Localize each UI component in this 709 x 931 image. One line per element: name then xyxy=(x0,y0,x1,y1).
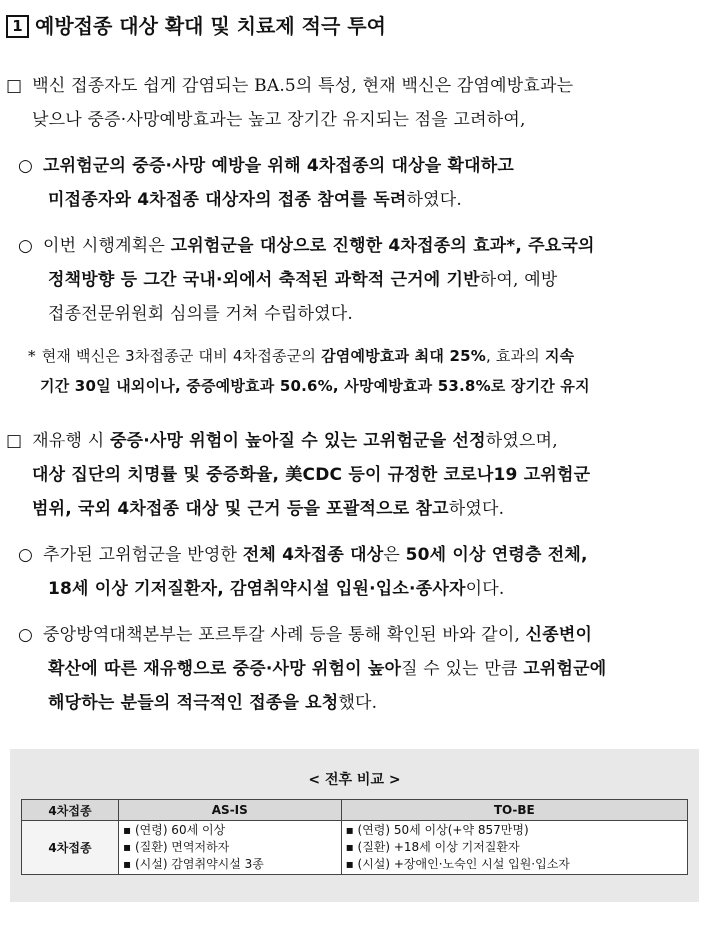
paragraph-2-line-3: 범위, 국외 4차접종 대상 및 근거 등을 포괄적으로 참고하였다. xyxy=(32,499,505,519)
paragraph-2b-line-3: 해당하는 분들의 적극적인 접종을 요청했다. xyxy=(48,693,378,713)
list-item: ▪ (연령) 50세 이상(+약 857만명) xyxy=(345,823,529,837)
list-item: ▪ (연령) 60세 이상 xyxy=(123,823,226,837)
to-be-cell xyxy=(341,821,687,875)
footnote-line-2: 기간 30일 내외이나, 중증예방효과 50.6%, 사망예방효과 53.8%로 장기간 유지 xyxy=(40,377,590,395)
paragraph-1b-line-2: 정책방향 등 그간 국내·외에서 축적된 과학적 근거에 기반하여, 예방 xyxy=(48,270,558,290)
list-item: ▪ (시설) 감염취약시설 3종 xyxy=(123,857,264,871)
paragraph-2b-line-1: ○ 중앙방역대책본부는 포르투갈 사례 등을 통해 확인된 바와 같이, 신종변이 xyxy=(18,625,593,645)
paragraph-1-line-2: 낮으나 중증·사망예방효과는 높고 장기간 유지되는 점을 고려하여, xyxy=(32,110,526,130)
as-is-cell xyxy=(119,821,342,875)
table-header-row xyxy=(22,800,688,821)
table-row xyxy=(22,821,688,875)
square-bullet-icon: □ xyxy=(6,76,23,96)
paragraph-1-line-1: □ 백신 접종자도 쉽게 감염되는 BA.5의 특성, 현재 백신은 감염예방효과는 xyxy=(6,76,574,96)
paragraph-2b-line-2: 확산에 따른 재유행으로 중증·사망 위험이 높아질 수 있는 만큼 고위험군에 xyxy=(48,659,607,679)
footnote-marker: * xyxy=(28,347,36,365)
table-header: AS-IS xyxy=(119,800,342,821)
paragraph-1a-line-1: ○ 고위험군의 중증·사망 예방을 위해 4차접종의 대상을 확대하고 xyxy=(18,156,514,176)
comparison-title: < 전후 비교 > xyxy=(308,772,401,788)
section-title-text: 예방접종 대상 확대 및 치료제 적극 투여 xyxy=(35,14,386,38)
comparison-box xyxy=(10,749,699,902)
paragraph-1b-line-3: 접종전문위원회 심의를 거쳐 수립하였다. xyxy=(48,304,353,324)
section-title xyxy=(6,10,386,39)
paragraph-2-line-1: □ 재유행 시 중증·사망 위험이 높아질 수 있는 고위험군을 선정하였으며, xyxy=(6,431,558,451)
list-item: ▪ (질환) 면역저하자 xyxy=(123,840,230,854)
comparison-table xyxy=(21,799,688,875)
circle-bullet-icon: ○ xyxy=(18,156,34,176)
circle-bullet-icon: ○ xyxy=(18,625,34,645)
paragraph-2-line-2: 대상 집단의 치명률 및 중증화율, 美CDC 등이 규정한 코로나19 고위험군 xyxy=(32,465,591,485)
paragraph-2a-line-1: ○ 추가된 고위험군을 반영한 전체 4차접종 대상은 50세 이상 연령층 전체, xyxy=(18,545,588,565)
paragraph-1b-line-1: ○ 이번 시행계획은 고위험군을 대상으로 진행한 4차접종의 효과*, 주요국의 xyxy=(18,236,595,256)
square-bullet-icon: □ xyxy=(6,431,23,451)
paragraph-1a-line-2: 미접종자와 4차접종 대상자의 접종 참여를 독려하였다. xyxy=(48,190,462,210)
paragraph-2a-line-2: 18세 이상 기저질환자, 감염취약시설 입원·입소·종사자이다. xyxy=(48,579,505,599)
circle-bullet-icon: ○ xyxy=(18,236,34,256)
section-number-box: 1 xyxy=(6,15,29,38)
list-item: ▪ (시설) +장애인·노숙인 시설 입원·입소자 xyxy=(345,857,570,871)
circle-bullet-icon: ○ xyxy=(18,545,34,565)
table-header: 4차접종 xyxy=(22,800,119,821)
row-label: 4차접종 xyxy=(22,821,119,875)
table-header: TO-BE xyxy=(341,800,687,821)
footnote-line-1: * 현재 백신은 3차접종군 대비 4차접종군의 감염예방효과 최대 25%, 효과의 지속 xyxy=(28,347,575,365)
list-item: ▪ (질환) +18세 이상 기저질환자 xyxy=(345,840,520,854)
